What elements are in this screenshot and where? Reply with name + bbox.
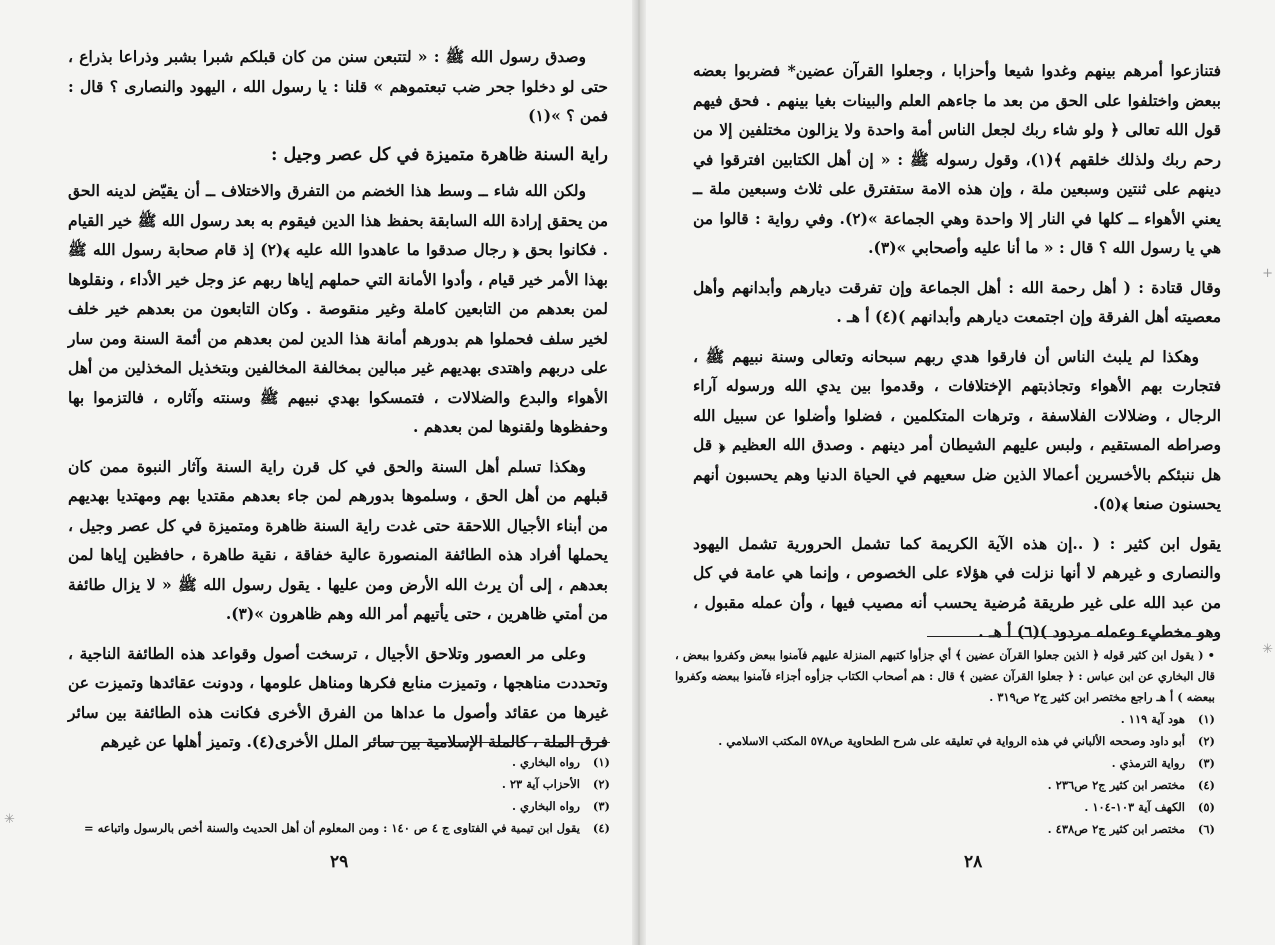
footnote-1: (١)هود آية ١١٩ . [1120,712,1215,726]
footnote-1: (١)رواه البخاري . [512,755,610,769]
right-paragraph-4: يقول ابن كثير : ( ..إن هذه الآية الكريمة كما تشمل الحرورية تشمل اليهود والنصارى و غيرهم لا أنها نزلت في هؤلاء على الخصوص ، وإنما هي عامة في كل من عبد الله على غير طريقة مُرضية يحسب أنه مصيب فيها ، وأن عمله مقبول ، وهو مخطيء وعمله مردود )(٦) أ هـ . [693,533,1221,641]
margin-mark-icon: ✳ [1262,642,1273,657]
footnote-4: (٤)مختصر ابن كثير ج٢ ص٢٣٦ . [1047,778,1215,792]
footnote-divider [927,636,1215,637]
footnote-4: (٤)يقول ابن تيمية في الفتاوى ج ٤ ص ١٤٠ : ومن المعلوم أن أهل الحديث والسنة أخص بالرسول واتباعه = [83,821,610,835]
left-page [0,0,632,945]
footnote-3: (٣)رواية الترمذي . [1111,756,1215,770]
right-paragraph-2: وقال قتادة : ( أهل رحمة الله : أهل الجماعة وإن تفرقت ديارهم وأبدانهم وأهل معصيته أهل الفرقة وإن اجتمعت ديارهم وأبدانهم )(٤) أ هـ . [693,277,1221,326]
right-page [646,0,1275,945]
right-footnotes [675,626,1215,840]
left-paragraph-1: وصدق رسول الله ﷺ : « لتتبعن سنن من كان قبلكم شبرا بشبر وذراعا بذراع ، حتى لو دخلوا جحر ضب تبعتموهم » قلنا : يا رسول الله ، اليهود والنصارى ؟ قال : فمن ؟ »(١) [68,47,608,125]
margin-mark-icon: + [1262,266,1273,281]
left-paragraph-4: وعلى مر العصور وتلاحق الأجيال ، ترسخت أصول وقواعد هذه الطائفة الناجية ، وتحددت مناهجها ، وتميزت منابع فكرها ومناهل علومها ، ودونت عقائدها وتميزت عن غيرها من عقائد وأصول ما عداها من الفرق الأخرى فكانت هذه الطائفة بين سائر فرق الملة ، كالملة الإسلامية بين سائر الملل الأخرى(٤). وتميز أهلها عن غيرهم [68,643,608,751]
page-number-right: ٢٨ [964,852,983,872]
right-paragraph-3: وهكذا لم يلبث الناس أن فارقوا هدي ربهم سبحانه وتعالى وسنة نبيهم ﷺ ، فتجارت بهم الأهواء وتجاذبتهم الإختلافات ، وقدموا بين يدي الله ورسوله آراء الرجال ، وضلالات الفلاسفة ، وترهات المتكلمين ، فضلوا وأضلوا عن سبيل الله وصراطه المستقيم ، ولبس عليهم الشيطان أمر دينهم . وصدق الله العظيم ﴿ قل هل ننبئكم بالأخسرين أعمالا الذين ضل سعيهم في الحياة الدنيا وهم يحسبون أنهم يحسنون صنعا ﴾(٥). [693,346,1221,513]
page-number-left: ٢٩ [330,852,349,872]
left-text-block [68,42,608,767]
footnote-5: (٥)الكهف آية ١٠٣-١٠٤ . [1084,800,1215,814]
book-gutter [632,0,646,945]
binding-mark-icon: ✳ [4,812,15,827]
footnote-divider [370,742,610,743]
left-footnotes [50,732,610,839]
footnote-3: (٣)رواه البخاري . [512,799,610,813]
left-paragraph-2: ولكن الله شاء ــ وسط هذا الخضم من التفرق والاختلاف ــ أن يقيّض لدينه الحق من يحقق إرادة الله السابقة بحفظ هذا الدين فيقوم به بعد رسول الله ﷺ خير القيام . فكانوا بحق ﴿ رجال صدقوا ما عاهدوا الله عليه ﴾(٢) إذ قام صحابة رسول الله ﷺ بهذا الأمر خير قيام ، وأدوا الأمانة التي حملهم إياها ربهم عز وجل خير الأداء ، ونقلوها لمن بعدهم من التابعين كاملة وغير منقوصة . وكان التابعون من بعدهم خير خلف لخير سلف فحملوا هم بدورهم أمانة هذا الدين لمن بعدهم من أئمة السنة ومن سار على دربهم واهتدى بهديهم غير مبالين بمخالفة المخالفين وبتخذيل المخذلين من أهل الأهواء والبدع والضلالات ، فتمسكوا بهدي نبيهم ﷺ وسنته وآثاره ، فالتزموا بها وحفظوها ولقنوها لمن بعدهم . [68,181,608,436]
footnote-6: (٦)مختصر ابن كثير ج٢ ص٤٣٨ . [1047,822,1215,836]
footnote-2: (٢)الأحزاب آية ٢٣ . [501,777,610,791]
footnote-2: (٢)أبو داود وصححه الألباني في هذه الرواية في تعليقه على شرح الطحاوية ص٥٧٨ المكتب الاسلامي . [718,734,1215,748]
right-text-block [693,56,1221,657]
right-paragraph-1: فتنازعوا أمرهم بينهم وغدوا شيعا وأحزابا ، وجعلوا القرآن عضين* فضربوا بعضه ببعض واختلفوا على الحق من بعد ما جاءهم العلم والبينات بغيا بينهم . فحق فيهم قول الله تعالى ﴿ ولو شاء ربك لجعل الناس أمة واحدة ولا يزالون مختلفين إلا من رحم ربك ولذلك خلقهم ﴾(١)، وقول رسوله ﷺ : « إن أهل الكتابين افترقوا في دينهم على ثنتين وسبعين ملة ، وإن هذه الامة ستفترق على ثلاث وسبعين ملة ــ يعني الأهواء ــ كلها في النار إلا واحدة وهي الجماعة »(٢). وفي رواية : قالوا من هي يا رسول الله ؟ قال : « ما أنا عليه وأصحابي »(٣). [693,61,1221,257]
section-heading: راية السنة ظاهرة متميزة في كل عصر وجيل : [270,144,608,165]
star-footnote: • ( يقول ابن كثير قوله ﴿ الذين جعلوا القرآن عضين ﴾ أي جزأوا كتبهم المنزلة عليهم فآمنوا ببعض وكفروا ببعض ، قال البخاري عن ابن عباس : ﴿ جعلوا القرآن عضين ﴾ قال : هم أصحاب الكتاب جزأوه أجزاء فآمنوا ببعضه وكفروا ببعضه ) أ هـ راجع مختصر ابن كثير ج٢ ص٣١٩ . [675,648,1215,704]
left-paragraph-3: وهكذا تسلم أهل السنة والحق في كل قرن راية السنة وآثار النبوة ممن كان قبلهم من أهل الحق ، وسلموها بدورهم لمن جاء بعدهم مقتديا بهم ومهتديا بهديهم من أبناء الأجيال اللاحقة حتى غدت راية السنة ظاهرة ومتميزة في كل عصر وجيل ، يحملها أفراد هذه الطائفة المنصورة عالية خفاقة ، نقية طاهرة ، حافظين إياها لمن بعدهم ، إلى أن يرث الله الأرض ومن عليها . يقول رسول الله ﷺ « لا يزال طائفة من أمتي ظاهرين ، حتى يأتيهم أمر الله وهم ظاهرون »(٣). [68,456,608,623]
